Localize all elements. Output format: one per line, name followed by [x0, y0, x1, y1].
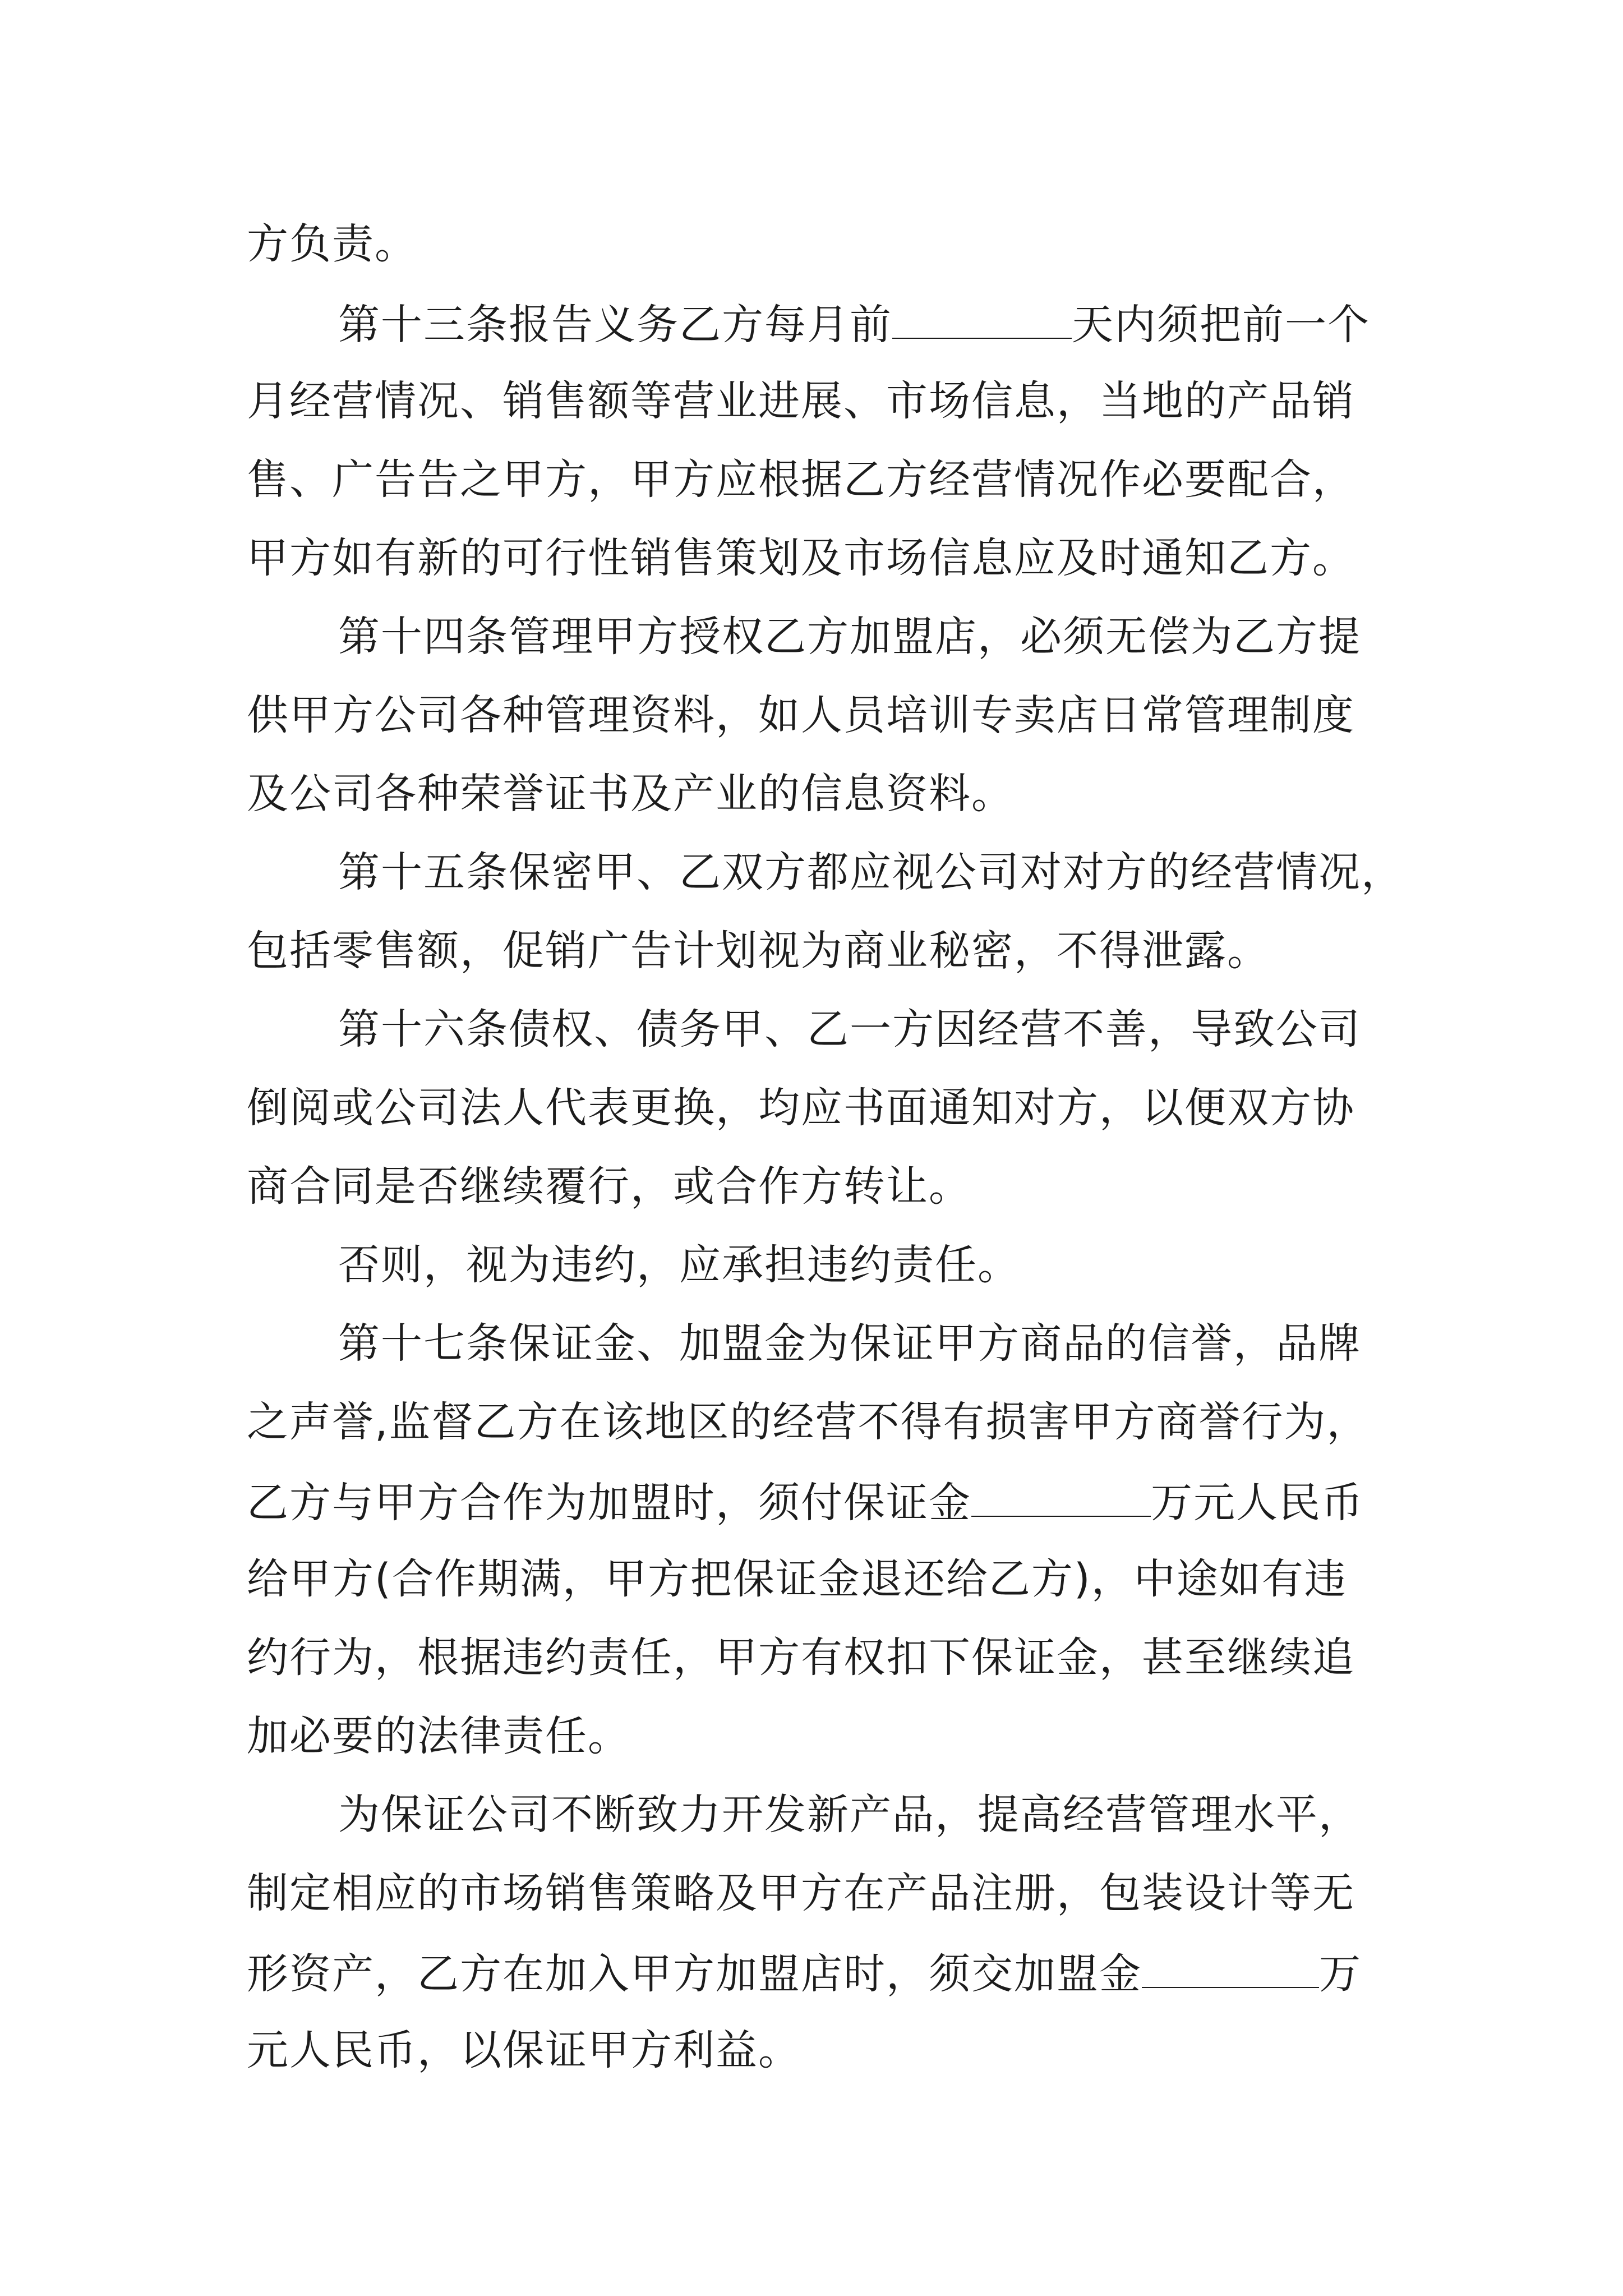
text-line: 及公司各种荣誉证书及产业的信息资料。 [247, 770, 1014, 818]
fill-in-blank [1142, 1951, 1319, 1988]
text-line: 售、广告告之甲方，甲方应根据乙方经营情况作必要配合， [247, 455, 1355, 504]
text-segment: 天内须把前一个 [1072, 301, 1370, 349]
text-line: 供甲方公司各种管理资料，如人员培训专卖店日常管理制度 [247, 691, 1355, 739]
text-line: 元人民币，以保证甲方利益。 [247, 2026, 801, 2074]
text-line: 第十六条债权、债务甲、乙一方因经营不善，导致公司 [338, 1005, 1361, 1053]
text-line: 第十四条管理甲方授权乙方加盟店，必须无偿为乙方提 [338, 613, 1361, 661]
text-line: 月经营情况、销售额等营业进展、市场信息，当地的产品销 [247, 377, 1355, 425]
text-line: 否则，视为违约，应承担违约责任。 [338, 1241, 1020, 1289]
text-line: 之声誉,监督乙方在该地区的经营不得有损害甲方商誉行为， [247, 1398, 1370, 1446]
text-segment: 万元人民币 [1151, 1479, 1364, 1527]
text-line: 商合同是否继续覆行，或合作方转让。 [247, 1162, 971, 1211]
text-line: 包括零售额，促销广告计划视为商业秘密，不得泄露。 [247, 927, 1270, 975]
text-line: 约行为，根据违约责任，甲方有权扣下保证金，甚至继续追 [247, 1634, 1355, 1682]
text-line: 为保证公司不断致力开发新产品，提高经营管理水平， [338, 1791, 1361, 1839]
text-line: 倒阅或公司法人代表更换，均应书面通知对方，以便双方协 [247, 1084, 1355, 1132]
text-segment: 第十三条报告义务乙方每月前 [338, 301, 892, 349]
text-line: 方负责。 [247, 220, 417, 268]
fill-in-blank [892, 302, 1072, 339]
text-line: 甲方如有新的可行性销售策划及市场信息应及时通知乙方。 [247, 534, 1355, 582]
text-line [338, 301, 1370, 349]
text-line: 加必要的法律责任。 [247, 1712, 630, 1760]
text-line: 给甲方(合作期满，甲方把保证金退还给乙方)，中途如有违 [247, 1555, 1347, 1603]
text-segment: 万 [1319, 1950, 1362, 1998]
text-line [247, 1479, 1364, 1527]
text-line: 制定相应的市场销售策略及甲方在产品注册，包装设计等无 [247, 1869, 1355, 1917]
text-segment: 形资产，乙方在加入甲方加盟店时，须交加盟金 [247, 1950, 1142, 1998]
text-line [247, 1950, 1362, 1998]
text-line: 第十五条保密甲、乙双方都应视公司对对方的经营情况， [338, 848, 1404, 896]
fill-in-blank [971, 1480, 1151, 1517]
text-segment: 乙方与甲方合作为加盟时，须付保证金 [247, 1479, 971, 1527]
text-line: 第十七条保证金、加盟金为保证甲方商品的信誉，品牌 [338, 1319, 1361, 1368]
